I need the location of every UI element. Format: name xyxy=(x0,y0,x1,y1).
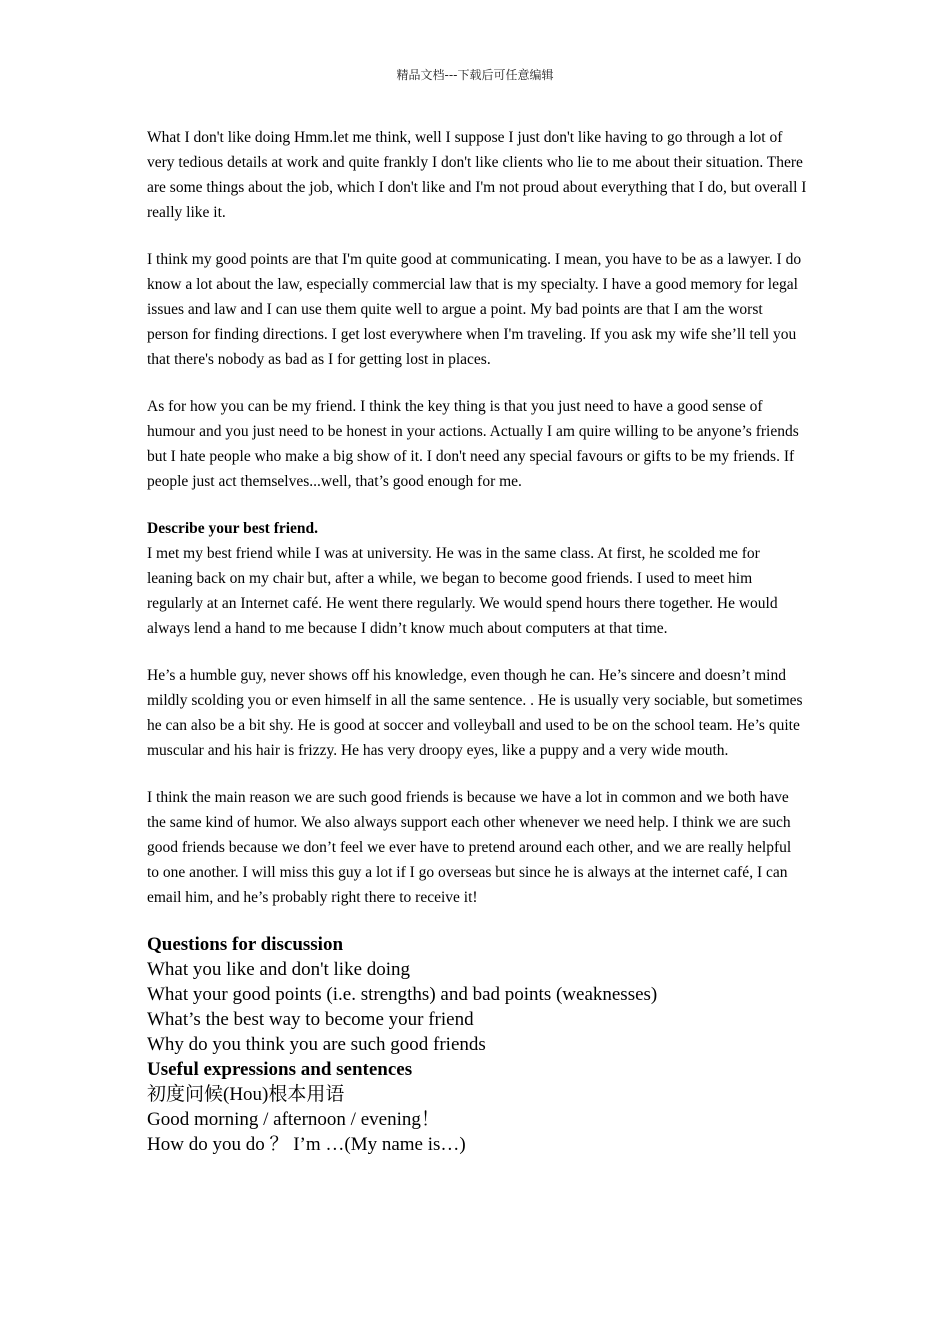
expressions-heading: Useful expressions and sentences xyxy=(147,1059,413,1080)
document-body xyxy=(147,125,807,1157)
paragraph-met-best-friend: I met my best friend while I was at university. He was in the same class. At first, he scolded me for leaning back on my chair but, after a while, we began to become good friends. I used to meet him regularly at an Internet café. He went there regularly. We would spend hours there together. He would always lend a hand to me because I didn’t know much about computers at that time. xyxy=(147,545,778,637)
expression-line: 初度问候(Hou)根本用语 xyxy=(147,1084,345,1105)
discussion-question: What your good points (i.e. strengths) and bad points (weaknesses) xyxy=(147,984,658,1005)
paragraph-how-to-be-friend: As for how you can be my friend. I think the key thing is that you just need to have a good sense of humour and you just need to be honest in your actions. Actually I am quire willing to be anyone’s friends but I hate people who make a big show of it. I don't need any special favours or gifts to be my friends. If people just act themselves...well, that’s good enough for me. xyxy=(147,398,799,490)
discussion-heading: Questions for discussion xyxy=(147,934,344,955)
page-header: 精品文档---下载后可任意编辑 xyxy=(396,68,554,82)
paragraph-dislikes: What I don't like doing Hmm.let me think, well I suppose I just don't like having to go through a lot of very tedious details at work and quite frankly I don't like clients who lie to me about their situation. There are some things about the job, which I don't like and I'm not proud about everything that I do, but overall I really like it. xyxy=(147,129,807,221)
paragraph-why-good-friends: I think the main reason we are such good friends is because we have a lot in common and we both have the same kind of humor. We also always support each other whenever we need help. I think we are such good friends because we don’t feel we ever have to pretend around each other, and we are really helpful to one another. I will miss this guy a lot if I go overseas but since he is always at the internet café, I can email him, and he’s probably right there to receive it! xyxy=(147,789,792,906)
discussion-question: Why do you think you are such good friends xyxy=(147,1034,486,1055)
discussion-question: What you like and don't like doing xyxy=(147,959,411,980)
expression-line: Good morning / afternoon / evening！ xyxy=(147,1109,440,1130)
best-friend-heading: Describe your best friend. xyxy=(147,520,319,537)
discussion-question: What’s the best way to become your friend xyxy=(147,1009,474,1030)
paragraph-friend-description: He’s a humble guy, never shows off his knowledge, even though he can. He’s sincere and doesn’t mind mildly scolding you or even himself in all the same sentence. . He is usually very sociable, but sometimes he can also be a bit shy. He is good at soccer and volleyball and used to be on the school team. He’s quite muscular and his hair is frizzy. He has very droopy eyes, like a puppy and a very wide mouth. xyxy=(147,667,803,759)
expression-line: How do you do ？ I’m …(My name is…) xyxy=(147,1134,466,1155)
discussion-section xyxy=(147,932,807,1157)
paragraph-good-bad-points: I think my good points are that I'm quite good at communicating. I mean, you have to be as a lawyer. I do know a lot about the law, especially commercial law that is my specialty. I have a good memory for legal issues and law and I can use them quite well to argue a point. My bad points are that I am the worst person for finding directions. I get lost everywhere when I'm traveling. If you ask my wife she’ll tell you that there's nobody as bad as I for getting lost in places. xyxy=(147,251,802,368)
